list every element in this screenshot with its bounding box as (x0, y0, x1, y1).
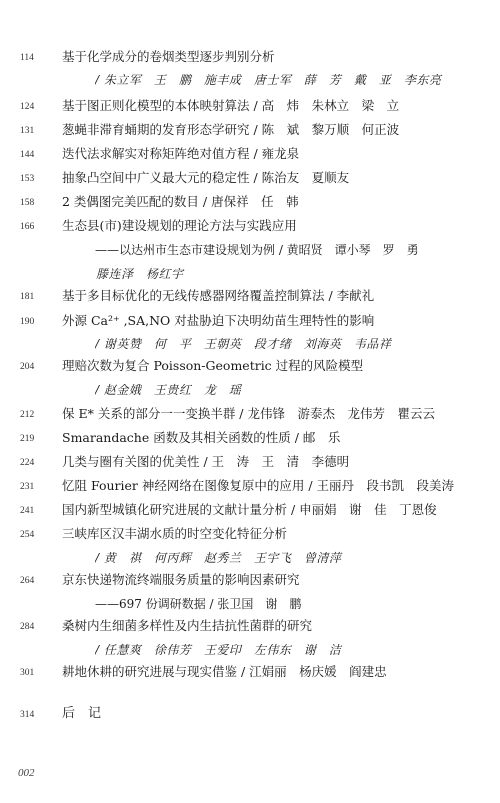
page-number: 264 (20, 576, 35, 586)
entry-title: 基于多目标优化的无线传感器网络覆盖控制算法 / 李献礼 (62, 288, 375, 303)
page-number: 190 (20, 317, 35, 327)
entry-title: 忆阻 Fourier 神经网络在图像复原中的应用 / 王丽丹 段书凯 段美涛 (62, 478, 455, 493)
page-number: 114 (20, 53, 34, 63)
page-number: 131 (20, 126, 35, 136)
page-number: 314 (20, 710, 35, 720)
entry-authors: / 朱立军 王 鹏 施丰成 唐士军 薛 芳 戴 亚 李东亮 (95, 73, 442, 87)
page-number: 301 (20, 668, 35, 678)
page-number: 224 (20, 458, 35, 468)
entry-title: 基于化学成分的卷烟类型逐步判别分析 (62, 49, 275, 64)
entry-title: 保 E* 关系的部分一一变换半群 / 龙伟锋 游泰杰 龙伟芳 瞿云云 (62, 406, 435, 421)
entry-title: 基于图正则化模型的本体映射算法 / 高 炜 朱林立 梁 立 (62, 98, 400, 113)
page-number: 284 (20, 622, 35, 632)
page-number: 231 (20, 482, 35, 492)
entry-title: 国内新型城镇化研究进展的文献计量分析 / 申丽娟 谢 佳 丁恩俊 (62, 502, 437, 517)
entry-title: 几类与圈有关图的优美性 / 王 涛 王 清 李德明 (62, 454, 350, 469)
entry-title: 生态县(市)建设规划的理论方法与实践应用 (62, 218, 297, 233)
page-number: 204 (20, 362, 35, 372)
entry-title: Smarandache 函数及其相关函数的性质 / 邮 乐 (62, 430, 341, 445)
entry-subtitle-authors: ——697 份调研数据 / 张卫国 谢 鹏 (95, 597, 302, 611)
entry-title: 抽象凸空间中广义最大元的稳定性 / 陈治友 夏顺友 (62, 170, 350, 185)
entry-authors: 滕连泽 杨红宇 (96, 267, 184, 281)
entry-authors: / 谢英赞 何 平 王朝英 段才绪 刘海英 韦品祥 (95, 337, 392, 351)
entry-afterword: 后 记 (62, 706, 102, 721)
folio: 002 (18, 767, 35, 779)
entry-title: 外源 Ca²⁺ ,SA,NO 对盐胁迫下决明幼苗生理特性的影响 (62, 313, 375, 328)
entry-title: 迭代法求解实对称矩阵绝对值方程 / 雍龙泉 (62, 146, 300, 161)
page-number: 158 (20, 198, 35, 208)
entry-authors: / 赵金娥 王贵红 龙 瑶 (95, 383, 242, 397)
page-number: 181 (20, 292, 35, 302)
entry-title: 京东快递物流终端服务质量的影响因素研究 (62, 572, 300, 587)
page-number: 124 (20, 102, 35, 112)
page-number: 219 (20, 434, 35, 444)
entry-subtitle-authors: ——以达州市生态市建设规划为例 / 黄昭贤 谭小琴 罗 勇 (95, 243, 419, 257)
page-number: 144 (20, 150, 35, 160)
entry-title: 理赔次数为复合 Poisson-Geometric 过程的风险模型 (62, 358, 364, 373)
page-number: 241 (20, 506, 35, 516)
entry-authors: / 黄 祺 何丙辉 赵秀兰 王宇飞 曾清萍 (95, 551, 342, 565)
entry-title: 耕地休耕的研究进展与现实借鉴 / 江娟丽 杨庆媛 阎建忠 (62, 664, 387, 679)
entry-title: 2 类偶图完美匹配的数目 / 唐保祥 任 韩 (62, 194, 299, 209)
entry-title: 葱蝇非滞育蛹期的发育形态学研究 / 陈 斌 黎万顺 何正波 (62, 122, 400, 137)
page-number: 212 (20, 410, 35, 420)
page-number: 153 (20, 174, 35, 184)
page-number: 166 (20, 222, 35, 232)
entry-title: 三峡库区汉丰湖水质的时空变化特征分析 (62, 526, 288, 541)
entry-title: 桑树内生细菌多样性及内生拮抗性菌群的研究 (62, 618, 313, 633)
entry-authors: / 任慧爽 徐伟芳 王爱印 左伟东 谢 洁 (95, 643, 342, 657)
page-number: 254 (20, 530, 35, 540)
